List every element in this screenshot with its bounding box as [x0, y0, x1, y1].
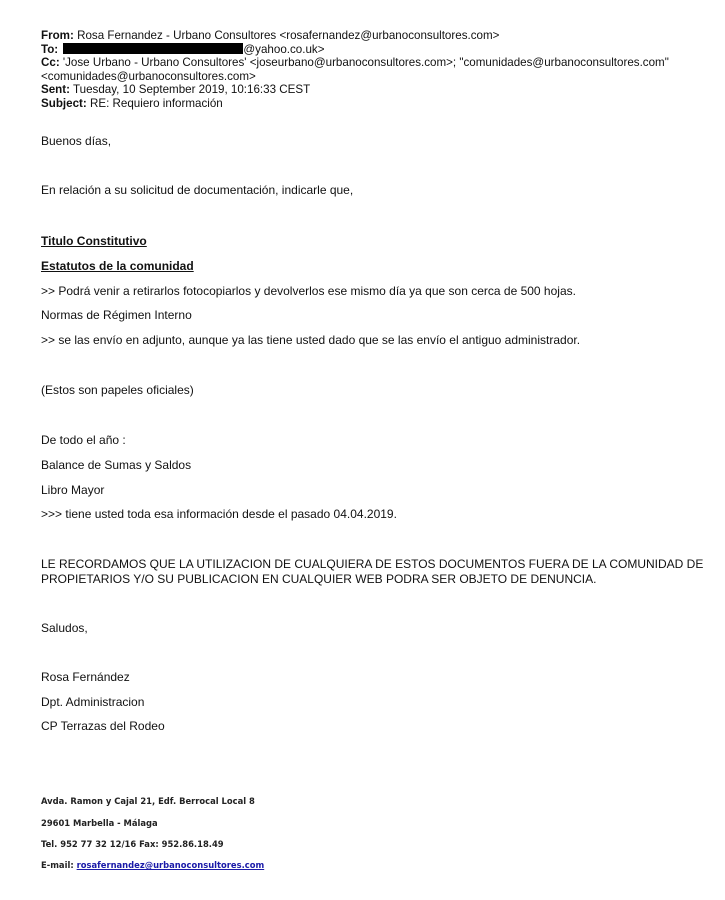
legal-warning: LE RECORDAMOS QUE LA UTILIZACION DE CUALQUIERA DE ESTOS DOCUMENTOS FUERA DE LA COMUNIDAD DE PROPIETARIOS Y/O SU PUBLICACION EN CUALQUIER WEB PODRA SER OBJETO DE DENUNCIA. [41, 557, 704, 586]
from-row [41, 29, 711, 43]
footer-email-label: E-mail: [41, 860, 77, 870]
footer-email-row [41, 860, 264, 870]
body-line-2: Normas de Régimen Interno [41, 308, 192, 322]
sent-label: Sent: [41, 83, 70, 97]
official-note: (Estos son papeles oficiales) [41, 383, 194, 397]
ledger-item: Libro Mayor [41, 483, 105, 497]
signature-name: Rosa Fernández [41, 670, 130, 684]
footer-address: Avda. Ramon y Cajal 21, Edf. Berrocal Local 8 [41, 796, 255, 806]
cc-label: Cc: [41, 56, 60, 70]
heading-titulo-constitutivo: Titulo Constitutivo [41, 234, 147, 248]
subject-row [41, 97, 711, 111]
cc-value-line1: 'Jose Urbano - Urbano Consultores' <joseurbano@urbanoconsultores.com>; "comunidades@urbanoconsultores.com" [62, 56, 669, 70]
sent-row [41, 83, 711, 97]
redaction-bar [63, 43, 243, 54]
to-value: @yahoo.co.uk> [243, 42, 325, 56]
to-row [41, 43, 711, 57]
heading-estatutos: Estatutos de la comunidad [41, 259, 194, 273]
body-line-4: >>> tiene usted toda esa información desde el pasado 04.04.2019. [41, 507, 397, 521]
footer-city: 29601 Marbella - Málaga [41, 818, 158, 828]
intro-text: En relación a su solicitud de documentación, indicarle que, [41, 183, 354, 197]
body-line-3: >> se las envío en adjunto, aunque ya las tiene usted dado que se las envío el antiguo administrador. [41, 333, 581, 347]
cc-row [41, 56, 711, 70]
cc-row-continued [41, 70, 711, 84]
signature-dept: Dpt. Administracion [41, 695, 145, 709]
footer-phones: Tel. 952 77 32 12/16 Fax: 952.86.18.49 [41, 839, 224, 849]
to-label: To: [41, 42, 59, 56]
email-header [41, 29, 711, 111]
balance-item: Balance de Sumas y Saldos [41, 458, 192, 472]
signature-org: CP Terrazas del Rodeo [41, 719, 165, 733]
body-line-1: >> Podrá venir a retirarlos fotocopiarlos y devolverlos ese mismo día ya que son cerca de 500 hojas. [41, 284, 576, 298]
sent-value: Tuesday, 10 September 2019, 10:16:33 CEST [73, 83, 311, 97]
footer-email-link[interactable]: rosafernandez@urbanoconsultores.com [76, 860, 265, 870]
subject-label: Subject: [41, 96, 87, 110]
from-label: From: [41, 29, 74, 42]
closing: Saludos, [41, 621, 88, 635]
from-value: Rosa Fernandez - Urbano Consultores <rosafernandez@urbanoconsultores.com> [77, 29, 500, 42]
subject-value: RE: Requiero información [89, 96, 223, 110]
greeting: Buenos días, [41, 134, 112, 148]
year-label: De todo el año : [41, 433, 126, 447]
cc-value-line2: <comunidades@urbanoconsultores.com> [41, 69, 256, 83]
